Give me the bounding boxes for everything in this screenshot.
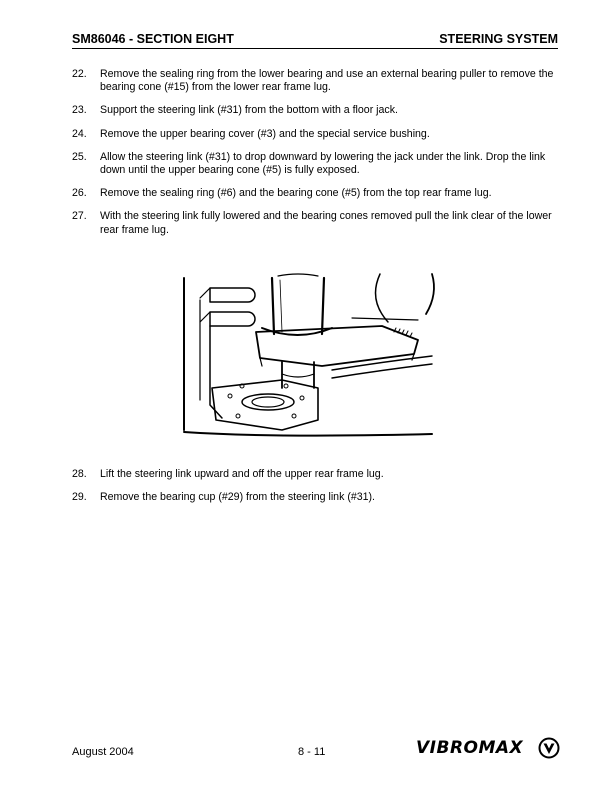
step-item bbox=[72, 104, 558, 117]
brand-name: VIBROMAX bbox=[416, 738, 524, 758]
page-number: 8 - 11 bbox=[298, 746, 326, 758]
step-number: 22. bbox=[72, 68, 87, 80]
step-text: Remove the sealing ring (#6) and the bearing cone (#5) from the top rear frame lug. bbox=[100, 187, 492, 200]
step-text: Lift the steering link upward and off the upper rear frame lug. bbox=[100, 468, 384, 480]
procedure-steps-bottom bbox=[72, 468, 558, 514]
step-text: Allow the steering link (#31) to drop downward by lowering the jack under the link. Drop the link down until the upper bearing cone (#5) is fully exposed. bbox=[100, 150, 546, 177]
vibromax-emblem-icon bbox=[538, 737, 560, 759]
brand-logo bbox=[416, 737, 560, 761]
manual-section-title: SM86046 - SECTION EIGHT bbox=[72, 32, 234, 46]
step-text: With the steering link fully lowered and the bearing cones removed pull the link clear of the lower rear frame lug. bbox=[100, 210, 552, 236]
steering-link-illustration bbox=[182, 270, 444, 438]
step-number: 29. bbox=[72, 491, 87, 504]
step-number: 26. bbox=[72, 187, 87, 200]
step-item bbox=[72, 468, 558, 481]
step-number: 24. bbox=[72, 127, 87, 140]
step-number: 28. bbox=[72, 468, 87, 480]
step-item bbox=[72, 491, 558, 504]
procedure-steps-top bbox=[72, 68, 558, 247]
step-item bbox=[72, 187, 558, 200]
footer-date: August 2004 bbox=[72, 746, 134, 758]
step-item bbox=[72, 210, 558, 236]
step-text: Remove the upper bearing cover (#3) and the special service bushing. bbox=[100, 127, 430, 140]
step-text: Support the steering link (#31) from the bottom with a floor jack. bbox=[100, 104, 398, 117]
step-number: 27. bbox=[72, 210, 87, 223]
step-item bbox=[72, 68, 558, 94]
step-item bbox=[72, 151, 558, 177]
chapter-title: STEERING SYSTEM bbox=[439, 32, 558, 46]
step-number: 23. bbox=[72, 104, 87, 117]
step-text: Remove the sealing ring from the lower bearing and use an external bearing puller to remove the bearing cone (#15) from the lower rear frame lug. bbox=[100, 68, 554, 94]
page-header bbox=[72, 30, 558, 49]
step-item bbox=[72, 128, 558, 141]
step-text: Remove the bearing cup (#29) from the steering link (#31). bbox=[100, 491, 375, 504]
step-number: 25. bbox=[72, 150, 87, 163]
